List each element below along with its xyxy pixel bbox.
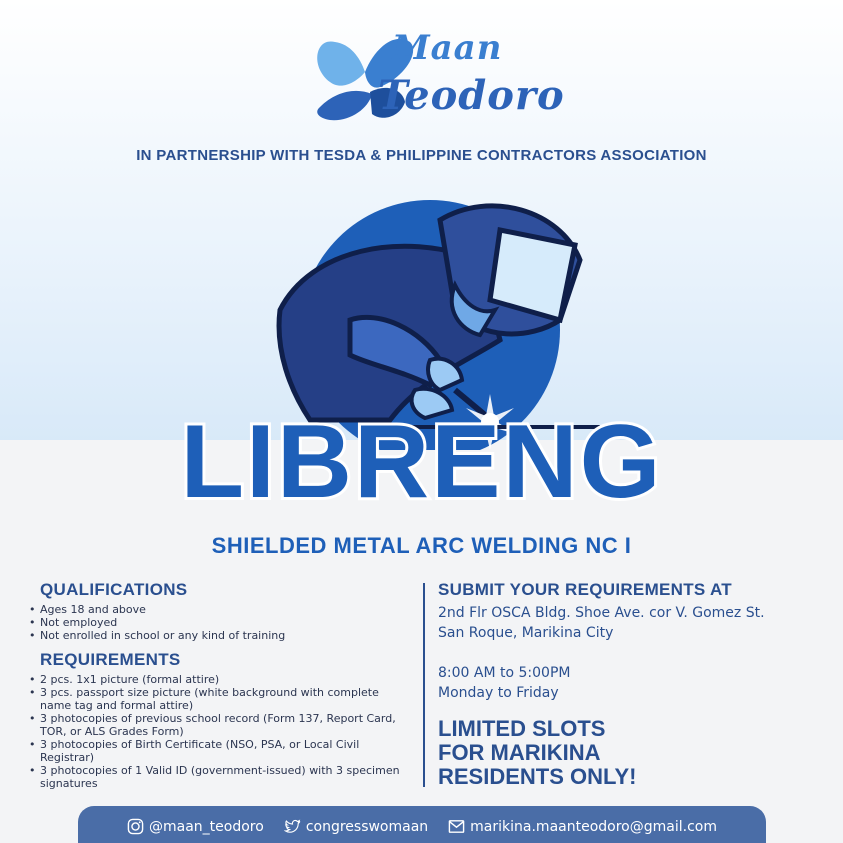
email-link[interactable]	[448, 818, 717, 835]
requirements-heading: REQUIREMENTS	[40, 650, 181, 669]
list-item: • 3 pcs. passport size picture (white background with complete name tag and formal attire)	[28, 686, 413, 712]
limited-line-3: RESIDENTS ONLY!	[438, 764, 637, 789]
logo-text-first: Maan	[392, 28, 503, 68]
email-icon	[448, 818, 465, 835]
list-item: • Not enrolled in school or any kind of training	[28, 629, 413, 642]
list-item: • 3 photocopies of previous school record (Form 137, Report Card, TOR, or ALS Grades Form)	[28, 712, 413, 738]
list-item: • 3 photocopies of 1 Valid ID (government-issued) with 3 specimen signatures	[28, 764, 413, 790]
office-hours	[438, 663, 828, 703]
instagram-link[interactable]	[127, 818, 264, 835]
qualifications-heading: QUALIFICATIONS	[40, 580, 188, 599]
instagram-icon	[127, 818, 144, 835]
partnership-text: IN PARTNERSHIP WITH TESDA & PHILIPPINE CONTRACTORS ASSOCIATION	[136, 147, 707, 164]
limited-slots-notice	[438, 717, 828, 789]
list-item: • 2 pcs. 1x1 picture (formal attire)	[28, 673, 413, 686]
logo-text-last: Teodoro	[378, 72, 565, 119]
instagram-handle: @maan_teodoro	[149, 818, 264, 835]
limited-line-1: LIMITED SLOTS	[438, 716, 606, 741]
twitter-link[interactable]	[284, 818, 428, 835]
headline: LIBRENG	[180, 404, 663, 520]
limited-line-2: FOR MARIKINA	[438, 740, 601, 765]
address	[438, 603, 828, 643]
twitter-handle: congresswomaan	[305, 818, 429, 835]
column-divider	[423, 583, 425, 787]
requirements-list	[28, 673, 413, 790]
qualifications-list	[28, 603, 413, 642]
left-column	[28, 580, 413, 790]
submit-heading: SUBMIT YOUR REQUIREMENTS AT	[438, 580, 732, 599]
list-item: • Not employed	[28, 616, 413, 629]
right-column	[438, 580, 828, 789]
address-line-1: 2nd Flr OSCA Bldg. Shoe Ave. cor V. Gomez St.	[438, 605, 765, 621]
address-line-2: San Roque, Marikina City	[438, 625, 614, 641]
list-item: • Ages 18 and above	[28, 603, 413, 616]
course-subtitle: SHIELDED METAL ARC WELDING NC I	[211, 533, 632, 558]
hours-time: 8:00 AM to 5:00PM	[438, 665, 571, 681]
hours-days: Monday to Friday	[438, 685, 559, 701]
email-address: marikina.maanteodoro@gmail.com	[470, 818, 717, 835]
list-item: • 3 photocopies of Birth Certificate (NSO, PSA, or Local Civil Registrar)	[28, 738, 413, 764]
twitter-icon	[284, 818, 301, 835]
social-footer	[78, 806, 766, 843]
